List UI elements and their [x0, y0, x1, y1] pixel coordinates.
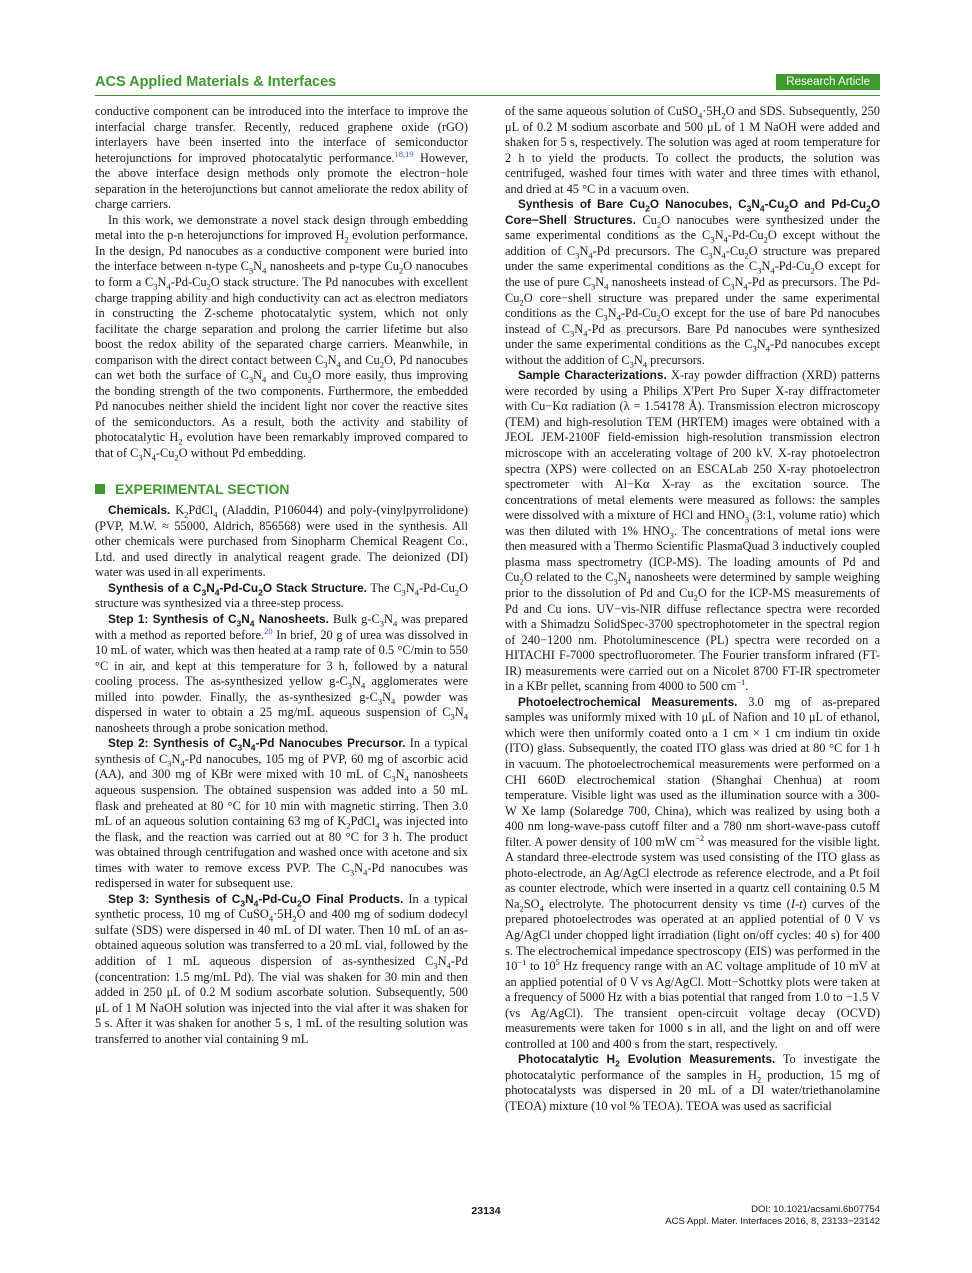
step1-paragraph: Step 1: Synthesis of $C_3N_4$ Nanosheets. Bulk $g-C_3N_4$ was prepared with a method as reported before.$^{20}$ In brief, 20 g of urea was dissolved in 10 mL of water, which was then heated at a ramp rate of 0.5 °C/min to 550 °C in air, and kept at this temperature for 3 h, followed by a natural cooling process. The as-synthesized yellow $g-C_3N_4$ agglomerates were milled into powder. Finally, the as-synthesized $g-C_3N_4$ powder was dispersed in water to obtain a 25 mg/mL aqueous suspension of $C_3N_4$ nanosheets through a probe sonication method. [95, 611, 468, 735]
section-heading: EXPERIMENTAL SECTION [95, 482, 468, 498]
chemicals-paragraph: Chemicals. $K_2PdCl_4$ (Aladdin, P106044) and poly-(vinylpyrrolidone) (PVP, M.W. ≈ 55000, Aldrich, 856568) were used in the synthesis. All other chemicals were purchased from Sinopharm Chemical Reagent Co., Ltd. and used directly in analytical reagent grade. The deionized (DI) water was used in all experiments. [95, 503, 468, 580]
doi-link[interactable]: DOI: 10.1021/acsami.6b07754 [751, 1204, 880, 1215]
journal-name: ACS Applied Materials & Interfaces [95, 74, 337, 90]
h2-evolution-paragraph: Photocatalytic $H_2$ Evolution Measurements. To investigate the photocatalytic performance of the samples in $H_2$ production, 15 mg of photocatalysts was dispersed in 20 mL of a DI water/triethanolamine (TEOA) mixture (10 vol % TEOA). TEOA was used as sacrificial [505, 1052, 881, 1113]
intro-paragraph-1: conductive component can be introduced into the interface to improve the interfacial charge transfer. Recently, reduced graphene oxide (rGO) interlayers have been inserted into the interface of semiconductor heterojunctions for improved photocatalytic performance.$^{18,19}$ However, the above interface design methods only promote the electron−hole separation in the heterojunctions but cannot ameliorate the redox ability of charge carriers. [95, 104, 468, 212]
left-column [95, 104, 468, 1047]
step3-continued-paragraph: of the same aqueous solution of $CuSO_4\cdot 5H_2O$ and SDS. Subsequently, 250 μL of 0.2 M sodium ascorbate and 500 μL of 1 M NaOH were added and shaken for 5 s, respectively. The solution was aged at room temperature for 2 h to yield the products. To collect the products, the solution was centrifuged, washed four times with water and three times with ethanol, and dried at 45 °C in a vacuum oven. [505, 104, 880, 196]
page-number: 23134 [471, 1205, 501, 1217]
step2-paragraph: Step 2: Synthesis of $C_3N_4-Pd$ Nanocubes Precursor. In a typical synthesis of $C_3N_4-Pd$ nanocubes, 105 mg of PVP, 60 mg of ascorbic acid (AA), and 300 mg of KBr were mixed with 10 mL of $C_3N_4$ nanosheets aqueous suspension. The obtained suspension was added into a 50 mL flask and preheated at 80 °C for 10 min with magnetic stirring. Then 3.0 mL of an aqueous solution containing 63 mg of $K_2PdCl_4$ was injected into the flask, and the reaction was carried out at 80 °C for 3 h. The product was obtained through centrifugation and washed once with acetone and six times with water to remove excess PVP. The $C_3N_4-Pd$ nanocubes was redispersed in water for subsequent use. [95, 736, 469, 891]
article-type-badge: Research Article [776, 74, 880, 90]
citation-link[interactable]: 20 [264, 625, 273, 636]
section-square-icon [95, 484, 105, 494]
journal-citation: ACS Appl. Mater. Interfaces 2016, 8, 23133−23142 [665, 1216, 880, 1227]
bare-synthesis-paragraph: Synthesis of Bare $Cu_2O$ Nanocubes, $C_3N_4-Cu_2O$ and $Pd-Cu_2O$ Core−Shell Structures. $Cu_2O$ nanocubes were synthesized under the same experimental conditions as the $C_3N_4-Pd-Cu_2O$ except without the addition of $C_3N_4-Pd$ precursors. The $C_3N_4-Cu_2O$ structure was prepared under the same experimental conditions as the $C_3N_4-Pd-Cu_2O$ except for the use of pure $C_3N_4$ nanosheets instead of $C_3N_4-Pd$ as precursors. The $Pd-Cu_2O$ core−shell structure was prepared under the same experimental conditions as the $C_3N_4-Pd-Cu_2O$ except for the use of bare Pd nanocubes instead of $C_3N_4-Pd$ as precursors. Bare Pd nanocubes were synthesized under the same experimental conditions as the $C_3N_4-Pd$ nanocubes except without the addition of $C_3N_4$ precursors. [505, 197, 881, 370]
step3-paragraph: Step 3: Synthesis of $C_3N_4-Pd-Cu_2O$ Final Products. In a typical synthetic process, 10 mg of $CuSO_4\cdot 5H_2O$ and 400 mg of sodium dodecyl sulfate (SDS) were dispersed in 40 mL of DI water. Then 10 mL of an as-obtained aqueous solution was transferred to a 20 mL vial, followed by the addition of 1 mL aqueous dispersion of as-synthesized $C_3N_4-Pd$ (concentration: 1.5 mg/mL Pd). The vial was shaken for 30 min and then added in 250 μL of 0.2 M sodium ascorbate solution. Subsequently, 500 μL of 1 M NaOH solution was injected into the vial after it was shaken for 5 s. After it was shaken for another 5 s, 1 mL of the resulting solution was transferred to another vial containing 9 mL [95, 891, 468, 1046]
right-column [505, 104, 880, 1115]
citation-link[interactable]: 18,19 [394, 148, 414, 159]
running-header [95, 72, 880, 94]
header-rule [95, 95, 880, 96]
characterization-paragraph: Sample Characterizations. X-ray powder diffraction (XRD) patterns were recorded by using a Philips X'Pert Pro Super X-ray diffractometer with Cu−Kα radiation (λ = 1.54178 Å). Transmission electron microscopy (TEM) and high-resolution TEM (HRTEM) images were obtained with a JEOL JEM-2100F field-emission high-resolution transmission electron microscope with an accelerating voltage of 200 kV. X-ray photoelectron spectra (XPS) were collected on an ESCALab 250 X-ray photoelectron spectrometer with Al−Kα X-ray as the excitation source. The concentrations of metal elements were measured as follows: the samples were dissolved with a mixture of HCl and $HNO_3$ (3:1, volume ratio) which was then diluted with 1% $HNO_3$. The concentrations of metal ions were then measured with a Thermo Scientific PlasmaQuad 3 inductively coupled plasma mass spectrometry (ICP-MS). The loading amounts of Pd and $Cu_2O$ related to the $C_3N_4$ nanosheets were determined by sample weighing prior to the dissolution of Pd and $Cu_2O$ for the ICP-MS measurements of Pd and Cu ions. UV−vis-NIR diffuse reflectance spectra were recorded with a Shimadzu SolidSpec-3700 spectrophotometer in the spectral region of 240−1200 nm. Photoluminescence (PL) spectra were recorded on a HITACHI F-7000 spectrofluorometer. The Fourier transform infrared (FT-IR) measurements were carried out on a Nicolet 8700 FT-IR spectrometer in a KBr pellet, scanning from 4000 to 500 $cm^{-1}$. [505, 368, 880, 694]
photoelectrochemical-paragraph: Photoelectrochemical Measurements. 3.0 mg of as-prepared samples was uniformly mixed with 10 μL of Nafion and 10 μL of ethanol, which were then uniformly coated onto a 1 cm × 1 cm indium tin oxide (ITO) glass. Subsequently, the coated ITO glass was dried at 80 °C for 1 h in vacuum. The photoelectrochemical measurements were performed on a CHI 660D electrochemical station (Shanghai Chenhua) at room temperature. Visible light was used as the illumination source with a 300-W Xe lamp (Solaredge 700, China), which was realized by using both a 400 nm long-wave-pass cutoff filter and a 780 nm short-wave-pass cutoff filter. A power density of 100 mW $cm^{-2}$ was measured for the visible light. A standard three-electrode system was used consisting of the ITO glass as photo-electrode, an Ag/AgCl electrode as reference electrode, and a Pt foil as counter electrode, which were inserted in a quartz cell containing 0.5 M $Na_2SO_4$ electrolyte. The photocurrent density vs time (I-t) curves of the prepared photoelectrodes was operated at an applied potential of 0 V vs Ag/AgCl under chopped light irradiation (light on/off cycles: 40 s) for 400 s. The electrochemical impedance spectroscopy (EIS) was performed in the $10^{-1}$ to $10^5$ Hz frequency range with an AC voltage amplitude of 10 mV at an applied potential of 0 V vs Ag/AgCl. Mott−Schottky plots were taken at a frequency of 5000 Hz with a bias potential that ranged from 1.0 to −1.5 V (vs Ag/AgCl). The transient open-circuit voltage decay (OCVD) measurements were taken for 1000 s in all, and the light on and off were controlled at 100 and 400 s from the start, respectively. [505, 694, 881, 1051]
footer-citation [665, 1204, 880, 1228]
intro-paragraph-2: In this work, we demonstrate a novel stack design through embedding metal into the p-n heterojunctions for improved $H_2$ evolution performance. In the design, Pd nanocubes as a conductive component were buried into the interface between n-type $C_3N_4$ nanosheets and p-type $Cu_2O$ nanocubes to form a $C_3N_4-Pd-Cu_2O$ stack structure. The Pd nanocubes with excellent charge trapping ability and high conductivity can act as electron mediators in constructing the Z-scheme photocatalytic system, which not only facilitate the charge separation and prolong the carrier lifetime but also boost the redox ability of the separated charge carriers. Meanwhile, in comparison with the direct contact between $C_3N_4$ and $Cu_2O$, Pd nanocubes can wet both the surface of $C_3N_4$ and $Cu_2O$ more easily, thus improving the bonding strength of the two components. Furthermore, the embedded Pd nanocubes neither shield the incident light nor cover the reactive sites of the semiconductors. As a result, both the activity and stability of photocatalytic $H_2$ evolution have been remarkably improved compared to that of $C_3N_4-Cu_2O$ without Pd embedding. [95, 212, 469, 463]
synthesis-paragraph: Synthesis of a $C_3N_4-Pd-Cu_2O$ Stack Structure. The $C_3N_4-Pd-Cu_2O$ structure was synthesized via a three-step process. [95, 580, 468, 611]
